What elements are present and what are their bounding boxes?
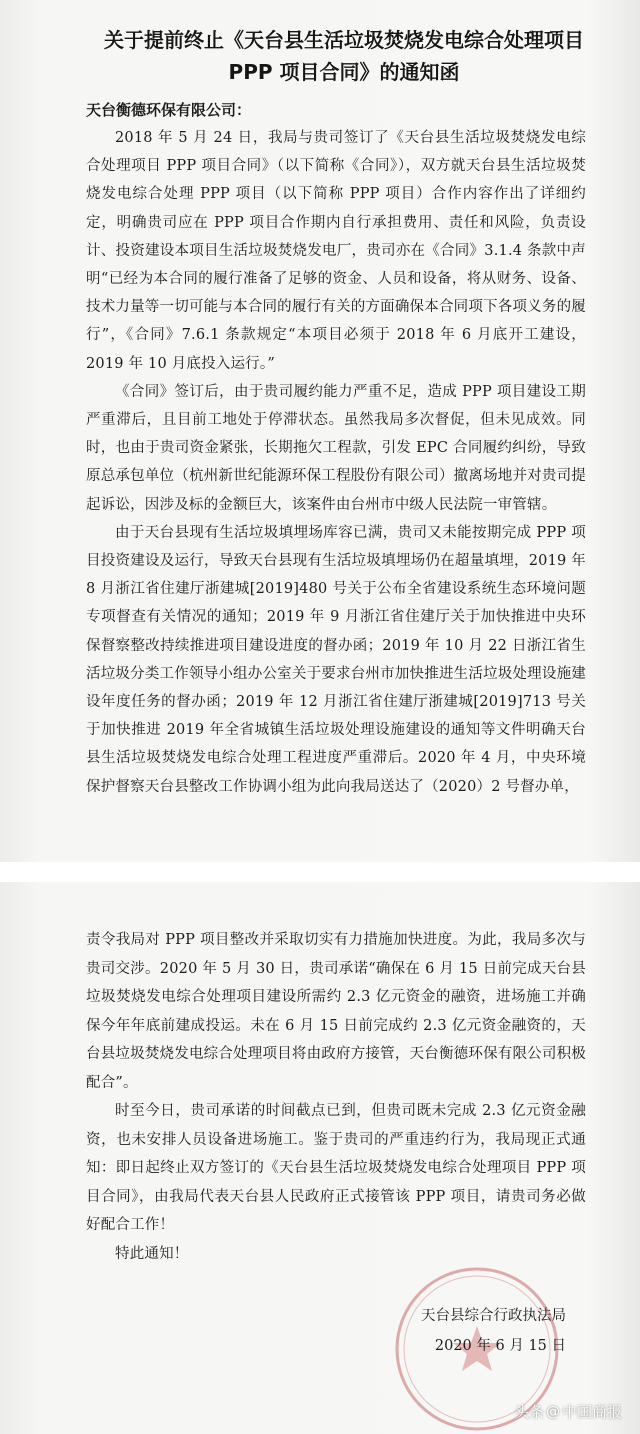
page-gap	[0, 862, 640, 882]
paragraph-continuation: 责令我局对 PPP 项目整改并采取切实有力措施加快进度。为此，我局多次与贵司交涉。2020 年 5 月 30 日，贵司承诺“确保在 6 月 15 日前完成天台县垃圾焚烧发电综合处理项目建设所需约 2.3 亿元资金的融资，进场施工并确保今年年底前建成投运。未在 6 月 15 日前完成约 2.3 亿元资金融资的，天台县垃圾焚烧发电综合处理项目将由政府方接管，天台衡德环保有限公司积极配合”。	[86, 932, 586, 1091]
signature-date: 2020 年 6 月 15 日	[434, 1338, 566, 1354]
document-page-2	[0, 882, 640, 1434]
paragraph-4: 时至今日，贵司承诺的时间截点已到，但贵司既未完成 2.3 亿元资金融资，也未安排人员设备进场施工。鉴于贵司的严重违约行为，我局现正式通知：即日起终止双方签订的《天台县生活垃圾焚烧发电综合处理项目 PPP 项目合同》，由我局代表天台县人民政府正式接管该 PPP 项目，请贵司务必做好配合工作！	[86, 1103, 586, 1233]
paragraph-3: 由于天台县现有生活垃圾填埋场库容已满，贵司又未能按期完成 PPP 项目投资建设及运行，导致天台县现有生活垃圾填埋场仍在超量填埋，2019 年 8 月浙江省住建厅浙建城[2019]480 号关于公布全省建设系统生态环境问题专项督查有关情况的通知；2019 年 9 月浙江省住建厅关于加快推进中央环保督察整改持续推进项目建设进度的督办函；2019 年 10 月 22 日浙江省生活垃圾分类工作领导小组办公室关于要求台州市加快推进生活垃圾处理设施建设年度任务的督办函；2019 年 12 月浙江省住建厅浙建城[2019]713 号关于加快推进 2019 年全省城镇生活垃圾处理设施建设的通知等文件明确天台县生活垃圾焚烧发电综合处理工程进度严重滞后。2020 年 4 月，中央环境保护督察天台县整改工作协调小组为此向我局送达了（2020）2 号督办单，	[86, 524, 586, 795]
watermark-prefix: 头条	[513, 1403, 544, 1421]
watermark	[514, 1401, 622, 1422]
signature-organization: 天台县综合行政执法局	[421, 1308, 566, 1324]
watermark-brand: 中国商报	[561, 1403, 622, 1421]
at-icon: @	[545, 1403, 560, 1420]
document-title: 关于提前终止《天台县生活垃圾焚烧发电综合处理项目 PPP 项目合同》的通知函	[104, 28, 584, 84]
document-body-page-1	[86, 96, 586, 801]
paragraph-2: 《合同》签订后，由于贵司履约能力严重不足，造成 PPP 项目建设工期严重滞后，且目前工地处于停滞状态。虽然我局多次督促，但未见成效。同时，也由于贵司资金紧张，长期拖欠工程款，引发 EPC 合同履约纠纷，导致原总承包单位（杭州新世纪能源环保工程股份有限公司）撤离场地并对贵司提起诉讼，因涉及标的金额巨大，该案件由台州市中级人民法院一审管辖。	[86, 383, 586, 513]
paragraph-1: 2018 年 5 月 24 日，我局与贵司签订了《天台县生活垃圾焚烧发电综合处理项目 PPP 项目合同》（以下简称《合同》），双方就天台县生活垃圾焚烧发电综合处理 PPP 项目（以下简称 PPP 项目）合作内容作出了详细约定，明确贵司应在 PPP 项目合作期内自行承担费用、责任和风险，负责设计、投资建设本项目生活垃圾焚烧发电厂，贵司亦在《合同》3.1.4 条款中声明“已经为本合同的履行准备了足够的资金、人员和设备，将从财务、设备、技术力量等一切可能与本合同的履行有关的方面确保本合同项下各项义务的履行”，《合同》7.6.1 条款规定“本项目必须于 2018 年 6 月底开工建设，2019 年 10 月底投入运行。”	[86, 130, 586, 372]
document-body-page-2	[86, 926, 586, 1268]
salutation: 天台衡德环保有限公司：	[86, 101, 252, 119]
paragraph-5: 特此通知！	[115, 1245, 189, 1262]
